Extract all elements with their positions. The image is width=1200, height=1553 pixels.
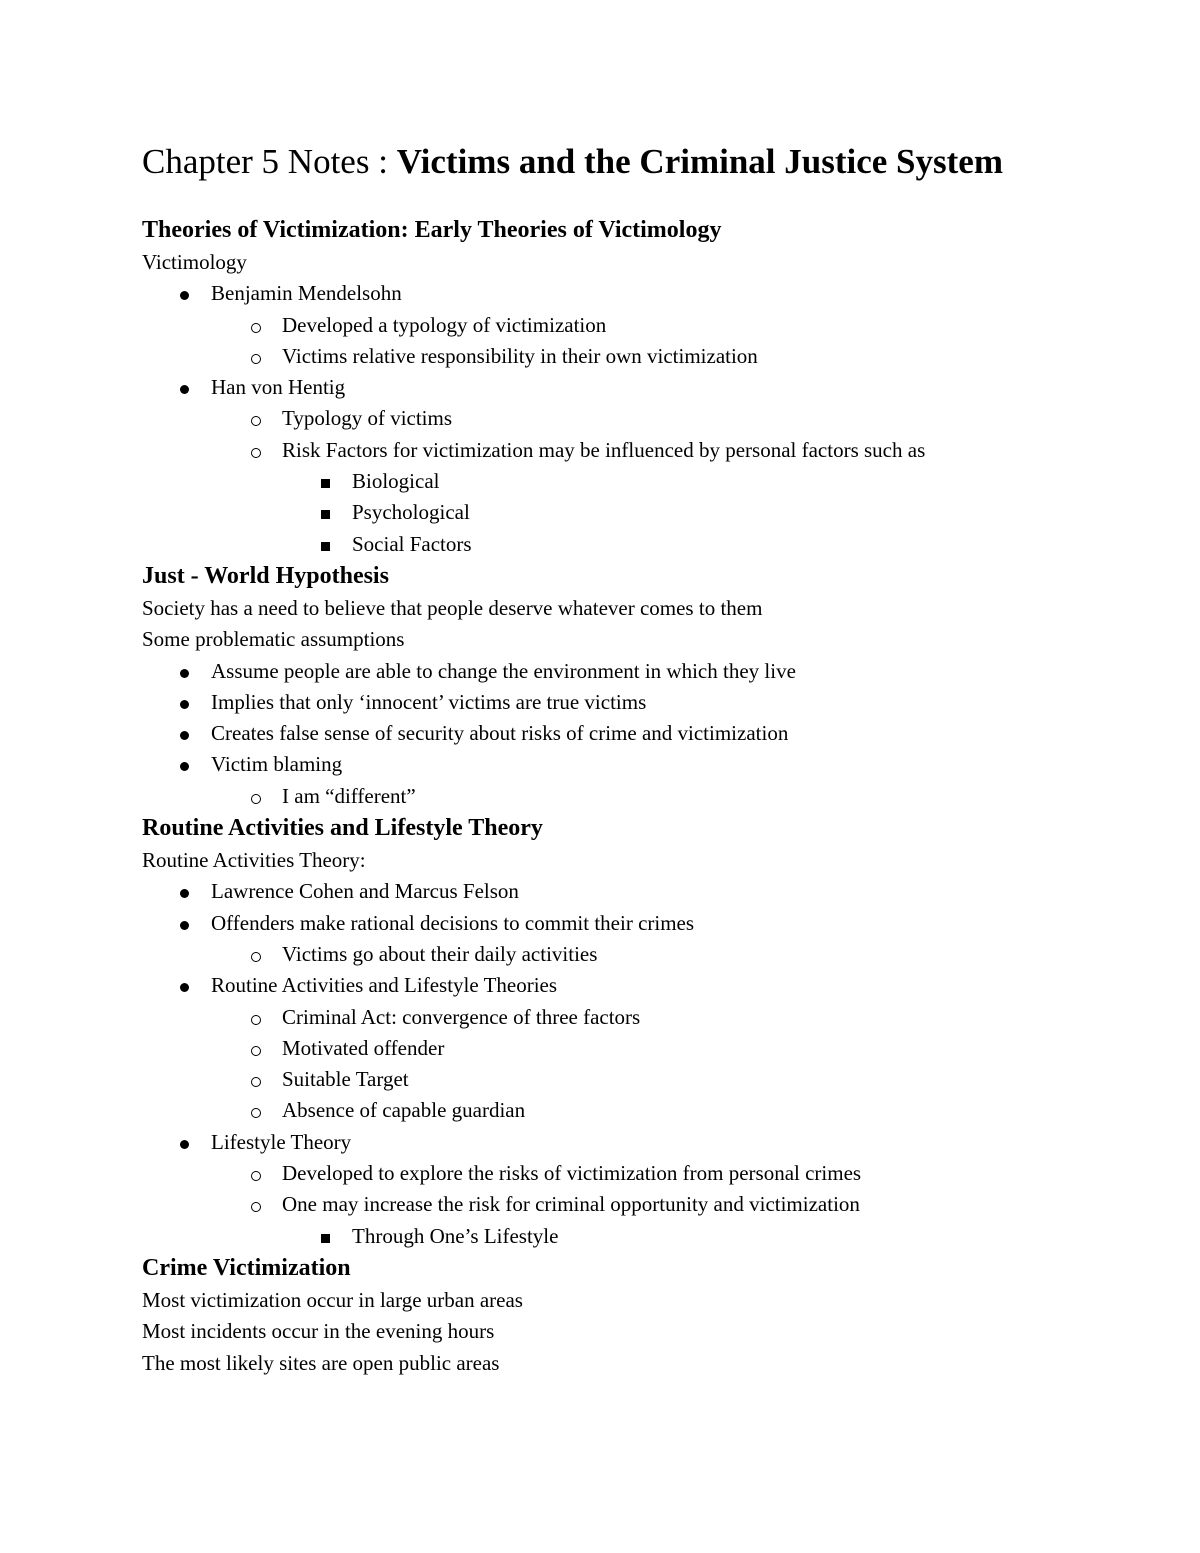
document-body [142,214,1162,1379]
list-item-text: Criminal Act: convergence of three factors [282,1004,641,1029]
list-item-text: One may increase the risk for criminal opportunity and victimization [282,1192,860,1217]
hollow-circle-bullet-icon [251,1108,261,1118]
filled-circle-bullet-icon [180,921,189,930]
list-item-text: Creates false sense of security about risks of crime and victimization [211,721,789,746]
list-item [142,341,1162,372]
hollow-circle-bullet-icon [251,1171,261,1181]
filled-circle-bullet-icon [180,291,189,300]
list-item [142,1221,1162,1252]
list-item [142,529,1162,560]
section [142,812,1162,1252]
list-item-text: Assume people are able to change the environment in which they live [211,658,796,683]
filled-circle-bullet-icon [180,669,189,678]
list-item [142,1002,1162,1033]
list-item [142,656,1162,687]
section [142,560,1162,812]
filled-square-bullet-icon [321,1234,330,1243]
list-item [142,718,1162,749]
paragraph: Routine Activities Theory: [142,848,366,873]
list-item [142,403,1162,434]
section [142,1252,1162,1379]
list-item-text: Biological [352,469,440,494]
paragraph: Society has a need to believe that people deserve whatever comes to them [142,595,763,620]
list-item-text: Through One’s Lifestyle [352,1223,559,1248]
filled-square-bullet-icon [321,510,330,519]
list-item [142,1095,1162,1126]
list-item [142,310,1162,341]
list-item [142,1127,1162,1158]
filled-circle-bullet-icon [180,731,189,740]
paragraph: Most incidents occur in the evening hours [142,1319,495,1344]
hollow-circle-bullet-icon [251,448,261,458]
paragraph: Some problematic assumptions [142,627,405,652]
list-item [142,1064,1162,1095]
section-heading: Crime Victimization [142,1254,351,1281]
title-prefix: Chapter 5 Notes : [142,142,397,181]
list-item [142,278,1162,309]
document-title [142,138,1162,186]
section-heading: Routine Activities and Lifestyle Theory [142,815,543,842]
hollow-circle-bullet-icon [251,1015,261,1025]
list-item [142,1033,1162,1064]
list-item [142,466,1162,497]
list-item-text: Social Factors [352,531,472,556]
list-item-text: Typology of victims [282,406,453,431]
hollow-circle-bullet-icon [251,1046,261,1056]
filled-square-bullet-icon [321,479,330,488]
list-item [142,435,1162,466]
hollow-circle-bullet-icon [251,416,261,426]
hollow-circle-bullet-icon [251,354,261,364]
hollow-circle-bullet-icon [251,1077,261,1087]
list-item [142,497,1162,528]
paragraph: Victimology [142,250,247,274]
list-item [142,876,1162,907]
list-item-text: Implies that only ‘innocent’ victims are true victims [211,689,647,714]
list-item [142,1189,1162,1220]
hollow-circle-bullet-icon [251,1202,261,1212]
list-item-text: Victims relative responsibility in their own victimization [282,343,758,368]
list-item-text: Suitable Target [282,1067,409,1092]
list-item [142,908,1162,939]
list-item-text: Han von Hentig [211,375,346,400]
list-item-text: Risk Factors for victimization may be influenced by personal factors such as [282,437,926,462]
hollow-circle-bullet-icon [251,952,261,962]
list-item-text: Lifestyle Theory [211,1129,352,1154]
list-item-text: Psychological [352,500,470,525]
filled-square-bullet-icon [321,542,330,551]
filled-circle-bullet-icon [180,700,189,709]
filled-circle-bullet-icon [180,889,189,898]
section-heading: Just - World Hypothesis [142,562,389,589]
paragraph: Most victimization occur in large urban areas [142,1287,523,1312]
list-item-text: Victim blaming [211,752,343,777]
list-item-text: Lawrence Cohen and Marcus Felson [211,879,519,904]
list-item [142,970,1162,1001]
list-item [142,1158,1162,1189]
list-item-text: Motivated offender [282,1035,445,1060]
list-item [142,781,1162,812]
document-page [142,138,1162,1379]
filled-circle-bullet-icon [180,385,189,394]
list-item [142,749,1162,780]
list-item-text: Developed a typology of victimization [282,312,607,337]
list-item-text: Routine Activities and Lifestyle Theories [211,973,558,998]
list-item [142,687,1162,718]
hollow-circle-bullet-icon [251,794,261,804]
list-item-text: Offenders make rational decisions to commit their crimes [211,910,695,935]
list-item [142,372,1162,403]
list-item-text: Benjamin Mendelsohn [211,281,402,306]
filled-circle-bullet-icon [180,1140,189,1149]
list-item [142,939,1162,970]
paragraph: The most likely sites are open public areas [142,1350,500,1375]
list-item-text: Developed to explore the risks of victimization from personal crimes [282,1161,862,1186]
filled-circle-bullet-icon [180,983,189,992]
list-item-text: Absence of capable guardian [282,1098,526,1123]
list-item-text: Victims go about their daily activities [282,941,598,966]
title-bold: Victims and the Criminal Justice System [396,142,1003,181]
section-heading: Theories of Victimization: Early Theories of Victimology [142,217,722,243]
filled-circle-bullet-icon [180,762,189,771]
hollow-circle-bullet-icon [251,323,261,333]
section [142,214,1162,560]
list-item-text: I am “different” [282,783,416,808]
